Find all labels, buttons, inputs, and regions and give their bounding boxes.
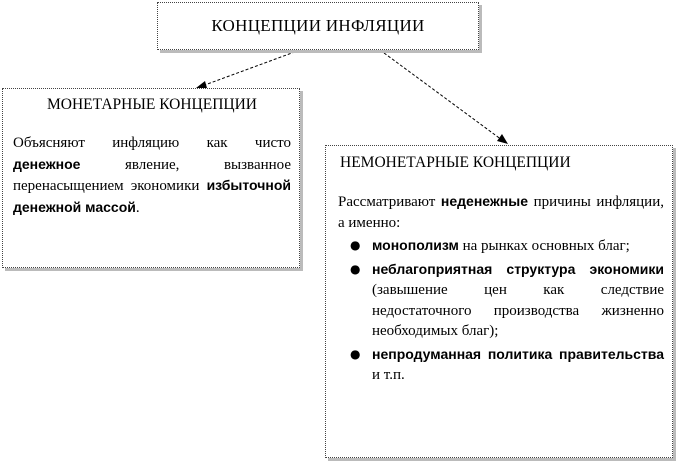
cause-text: и т.п. [372, 367, 405, 383]
bullet-icon: ● [350, 346, 361, 361]
cause-item [338, 344, 664, 386]
arrowhead-monetary [196, 81, 207, 88]
text-fragment: Рассматривают [338, 194, 441, 210]
cause-bold: непродуманная политика правительства [372, 345, 664, 362]
text-fragment: Объясняют инфляцию как чисто [13, 135, 291, 151]
emphasis-excess-money: избыточной денежной массой [13, 177, 291, 215]
nonmonetary-concepts-title: НЕМОНЕТАРНЫЕ КОНЦЕПЦИИ [340, 154, 571, 171]
nonmonetary-concepts-intro [338, 191, 664, 233]
nonmonetary-concepts-box [325, 145, 673, 458]
text-fragment: причины инфляции, а именно: [338, 194, 664, 231]
cause-text: (завышение цен как следствие недостаточного производства жизненно необходимых благ); [372, 282, 664, 339]
bullet-icon: ● [350, 261, 361, 276]
emphasis-non-money: неденежные [440, 193, 529, 209]
cause-bold: неблагоприятная структура экономики [372, 260, 664, 277]
arrow-to-nonmonetary [380, 50, 502, 140]
text-fragment: . [135, 199, 140, 216]
arrow-to-monetary [202, 50, 300, 86]
inflation-concepts-box [157, 2, 479, 50]
inflation-concepts-title: КОНЦЕПЦИИ ИНФЛЯЦИИ [211, 16, 425, 35]
monetary-concepts-description [13, 133, 291, 218]
monetary-concepts-title: МОНЕТАРНЫЕ КОНЦЕПЦИИ [47, 96, 257, 113]
arrowhead-nonmonetary [497, 134, 508, 144]
cause-bold: монополизм [372, 237, 459, 253]
bullet-icon: ● [350, 238, 361, 252]
cause-text: на рынках основных благ; [458, 238, 630, 254]
text-fragment: явление, вызванное перенасыщением экономики [13, 156, 291, 194]
causes-list [338, 235, 664, 386]
monetary-concepts-box [2, 88, 300, 268]
cause-item [338, 259, 664, 342]
emphasis-money: денежное [13, 155, 81, 172]
cause-item [338, 235, 664, 257]
